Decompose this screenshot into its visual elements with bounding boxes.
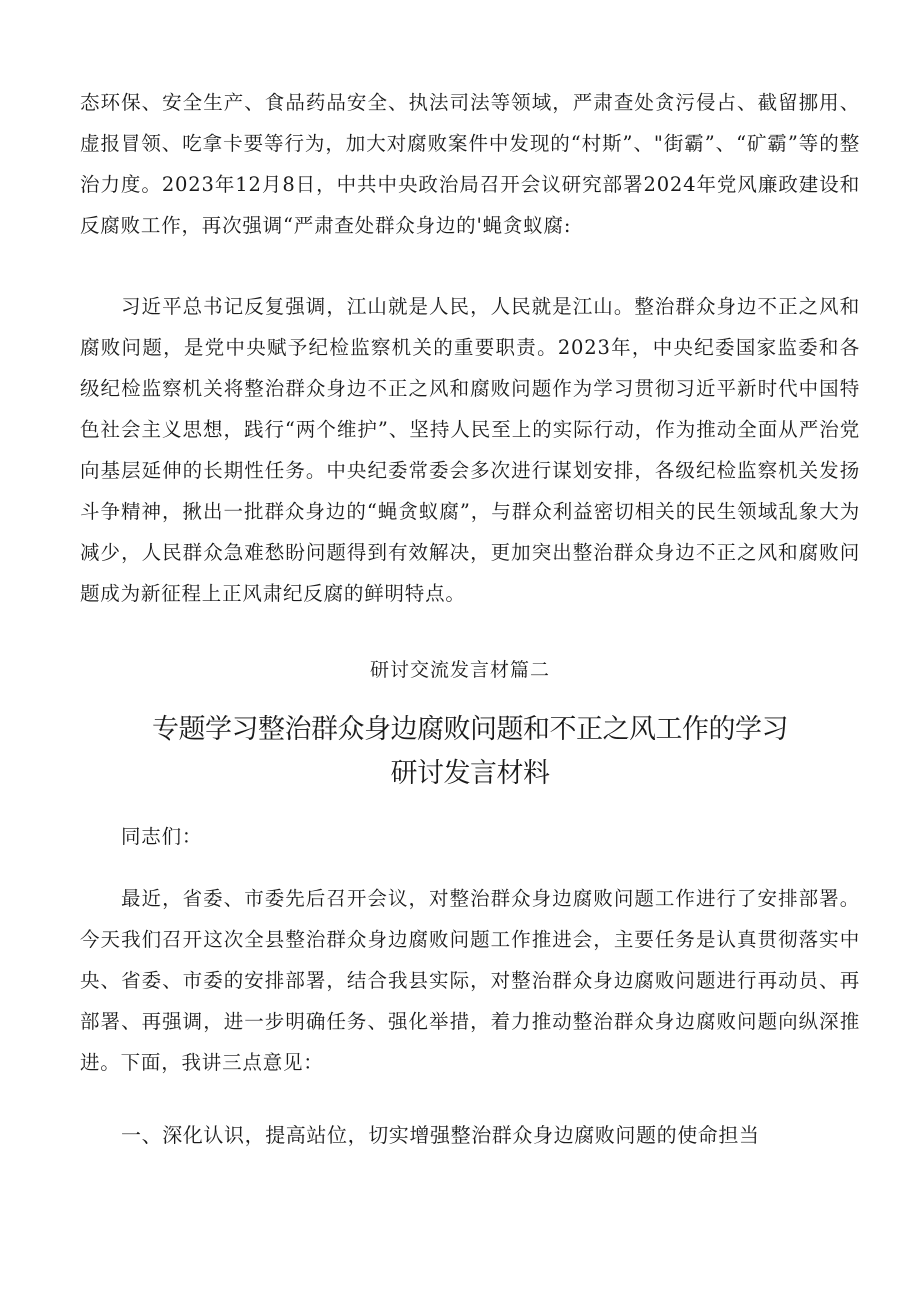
paragraph-leadership-emphasis: 习近平总书记反复强调，江山就是人民，人民就是江山。整治群众身边不正之风和腐败问题，是党中央赋予纪检监察机关的重要职责。2023年，中央纪委国家监委和各级纪检监察机关将整治群众身边不正之风和腐败问题作为学习贯彻习近平新时代中国特色社会主义思想，践行“两个维护”、坚持人民至上的实际行动，作为推动全面从严治党向基层延伸的长期性任务。中央纪委常委会多次进行谋划安排，各级纪检监察机关发扬斗争精神，揪出一批群众身边的“蝇贪蚁腐”，与群众利益密切相关的民生领域乱象大为减少，人民群众急难愁盼问题得到有效解决，更加突出整治群众身边不正之风和腐败问题成为新征程上正风肃纪反腐的鲜明特点。 bbox=[80, 295, 860, 605]
heading-section-one: 一、深化认识，提高站位，切实增强整治群众身边腐败问题的使命担当 bbox=[121, 1123, 760, 1147]
title-line-2: 研讨发言材料 bbox=[390, 758, 550, 789]
title-line-1: 专题学习整治群众身边腐败问题和不正之风工作的学习 bbox=[152, 714, 788, 745]
paragraph-continuation: 态环保、安全生产、食品药品安全、执法司法等领域，严肃查处贪污侵占、截留挪用、虚报冒领、吃拿卡要等行为，加大对腐败案件中发现的“村斯”、"街霸”、“矿霸”等的整治力度。2023年12月8日，中共中央政治局召开会议研究部署2024年党风廉政建设和反腐败工作，再次强调“严肃查处群众身边的'蝇贪蚁腐: bbox=[80, 91, 860, 237]
salutation: 同志们： bbox=[121, 825, 203, 848]
paragraph-intro: 最近，省委、市委先后召开会议，对整治群众身边腐败问题工作进行了安排部署。今天我们召开这次全县整治群众身边腐败问题工作推进会，主要任务是认真贯彻落实中央、省委、市委的安排部署，结合我县实际，对整治群众身边腐败问题进行再动员、再部署、再强调，进一步明确任务、强化举措，着力推动整治群众身边腐败问题向纵深推进。下面，我讲三点意见： bbox=[80, 887, 860, 1074]
document-title bbox=[120, 708, 820, 796]
section-label: 研讨交流发言材篇二 bbox=[369, 659, 550, 681]
